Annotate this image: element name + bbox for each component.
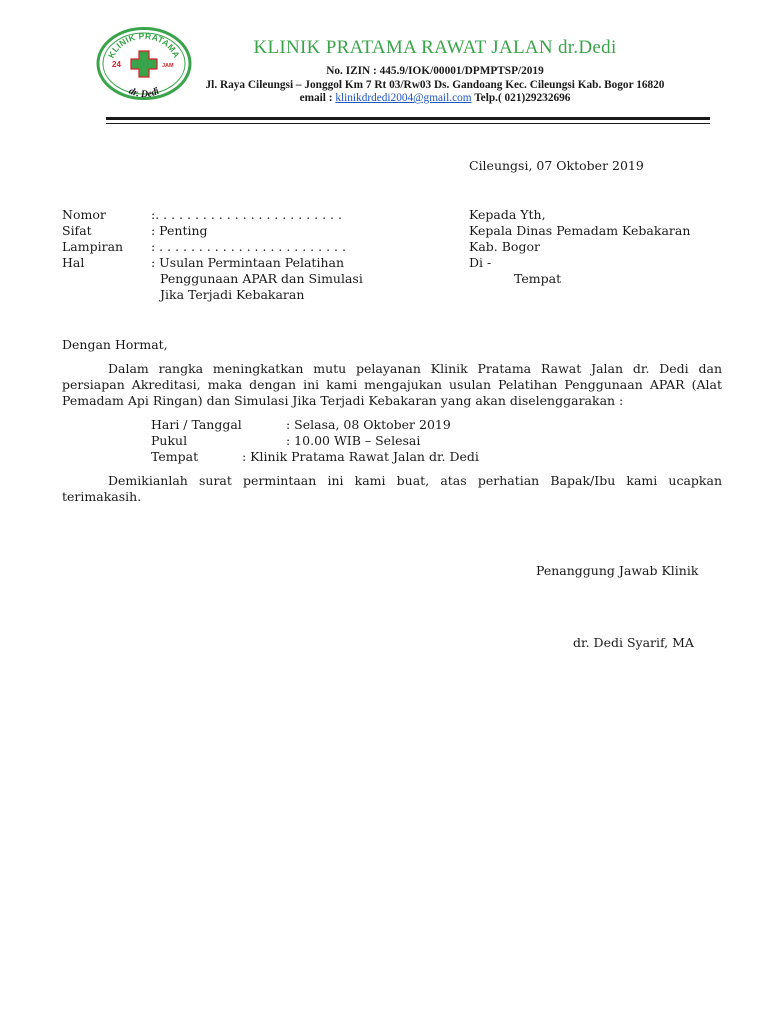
body-paragraph [62, 361, 722, 409]
medical-cross-icon [131, 51, 157, 77]
schedule-time-label: Pukul [151, 433, 188, 448]
recipient-line-4: Di - [469, 255, 492, 270]
header-divider-thin [106, 123, 710, 124]
schedule-place-label: Tempat [151, 449, 199, 464]
svg-text:dr. Dedi: dr. Dedi [126, 85, 162, 100]
hal-line-2: Penggunaan APAR dan Simulasi [160, 271, 363, 286]
clinic-logo [96, 27, 192, 100]
nomor-value: :. . . . . . . . . . . . . . . . . . . . . . . . [151, 207, 342, 222]
schedule-day-value: : Selasa, 08 Oktober 2019 [286, 417, 451, 432]
hal-line-3: Jika Terjadi Kebakaran [160, 287, 305, 302]
sifat-label: Sifat [62, 223, 92, 238]
sifat-value: : Penting [151, 223, 208, 238]
clinic-name: KLINIK PRATAMA RAWAT JALAN dr.Dedi [253, 37, 617, 58]
recipient-line-3: Kab. Bogor [469, 239, 540, 254]
contact-line [200, 92, 670, 104]
salutation: Dengan Hormat, [62, 337, 168, 352]
svg-text:KLINIK PRATAMA: KLINIK PRATAMA [106, 30, 182, 60]
logo-jam: JAM [162, 63, 174, 69]
license-number: No. IZIN : 445.9/IOK/00001/DPMPTSP/2019 [326, 65, 544, 77]
clinic-address: Jl. Raya Cileungsi – Jonggol Km 7 Rt 03/Rw03 Ds. Gandoang Kec. Cileungsi Kab. Bogor 16820 [205, 79, 665, 91]
letter-date: Cileungsi, 07 Oktober 2019 [469, 158, 644, 173]
closing-paragraph-text: Demikianlah surat permintaan ini kami buat, atas perhatian Bapak/Ibu kami ucapkan terimakasih. [62, 473, 722, 504]
lampiran-value: : . . . . . . . . . . . . . . . . . . . . . . . . [151, 239, 346, 254]
schedule-place-value: : Klinik Pratama Rawat Jalan dr. Dedi [242, 449, 479, 464]
signature-title: Penanggung Jawab Klinik [536, 563, 699, 578]
phone-number: Telp.( 021)29232696 [474, 92, 571, 104]
body-paragraph-text: Dalam rangka meningkatkan mutu pelayanan Klinik Pratama Rawat Jalan dr. Dedi dan persiapan Akreditasi, maka dengan ini kami mengajukan usulan Pelatihan Penggunaan APAR (Alat Pemadam Api Ringan) dan Simulasi Jika Terjadi Kebakaran yang akan diselenggarakan : [62, 361, 722, 408]
lampiran-label: Lampiran [62, 239, 124, 254]
logo-24: 24 [112, 60, 121, 69]
signature-name: dr. Dedi Syarif, MA [573, 635, 694, 650]
schedule-day-label: Hari / Tanggal [151, 417, 242, 432]
hal-label: Hal [62, 255, 85, 270]
email-label: email : [299, 92, 333, 104]
recipient-line-1: Kepada Yth, [469, 207, 546, 222]
nomor-label: Nomor [62, 207, 106, 222]
closing-paragraph [62, 473, 722, 505]
schedule-time-value: : 10.00 WIB – Selesai [286, 433, 421, 448]
header-divider-thick [106, 117, 710, 120]
recipient-line-5: Tempat [514, 271, 562, 286]
email-link[interactable]: klinikdrdedi2004@gmail.com [335, 92, 472, 104]
recipient-line-2: Kepala Dinas Pemadam Kebakaran [469, 223, 691, 238]
hal-line-1: : Usulan Permintaan Pelatihan [151, 255, 345, 270]
